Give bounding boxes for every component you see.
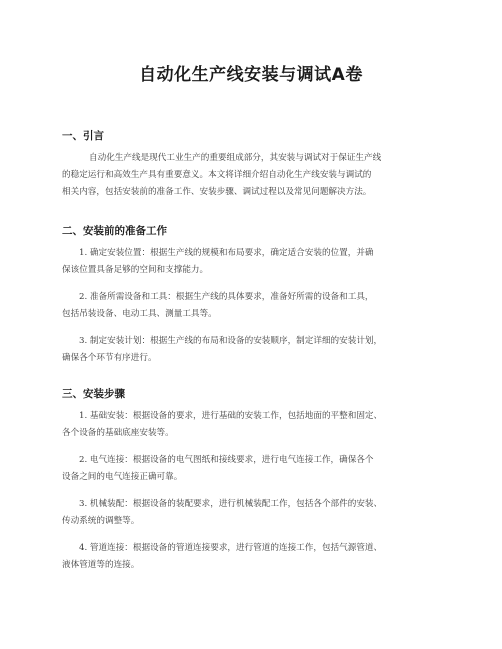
paragraph-line: 确保各个环节有序进行。 [62, 353, 157, 363]
paragraph-prep-2 [62, 289, 442, 323]
paragraph-step-4 [62, 540, 442, 574]
paragraph-intro [62, 150, 442, 201]
paragraph-line: 2. 准备所需设备和工具：根据生产线的具体要求，准备好所需的设备和工具， [79, 292, 374, 302]
paragraph-line: 各个设备的基础底座安装等。 [62, 428, 174, 438]
paragraph-line: 3. 机械装配：根据设备的装配要求，进行机械装配工作，包括各个部件的安装、 [79, 499, 383, 509]
paragraph-line: 1. 基础安装：根据设备的要求，进行基础的安装工作，包括地面的平整和固定、 [79, 411, 383, 421]
paragraph-line: 4. 管道连接：根据设备的管道连接要求，进行管道的连接工作，包括气源管道、 [79, 543, 383, 553]
paragraph-line: 自动化生产线是现代工业生产的重要组成部分，其安装与调试对于保证生产线 [89, 153, 382, 163]
section-heading-preparation: 二、安装前的准备工作 [62, 225, 167, 237]
paragraph-step-2 [62, 452, 442, 486]
paragraph-line: 相关内容，包括安装前的准备工作、安装步骤、调试过程以及常见问题解决方法。 [62, 187, 372, 197]
paragraph-step-3 [62, 496, 442, 530]
paragraph-prep-1 [62, 245, 442, 279]
paragraph-prep-3 [62, 333, 442, 367]
paragraph-line: 2. 电气连接：根据设备的电气图纸和接线要求，进行电气连接工作，确保各个 [79, 455, 374, 465]
document-title: 自动化生产线安装与调试A卷 [139, 65, 363, 85]
section-heading-install-steps: 三、安装步骤 [62, 388, 125, 400]
paragraph-line: 保该位置具备足够的空间和支撑能力。 [62, 265, 209, 275]
paragraph-step-1 [62, 408, 442, 442]
paragraph-line: 传动系统的调整等。 [62, 516, 140, 526]
paragraph-line: 设备之间的电气连接正确可靠。 [62, 472, 183, 482]
paragraph-line: 液体管道等的连接。 [62, 560, 140, 570]
paragraph-line: 3. 制定安装计划：根据生产线的布局和设备的安装顺序，制定详细的安装计划， [79, 336, 383, 346]
paragraph-line: 1. 确定安装位置：根据生产线的规模和布局要求，确定适合安装的位置，并确 [79, 248, 374, 258]
paragraph-line: 的稳定运行和高效生产具有重要意义。本文将详细介绍自动化生产线安装与调试的 [62, 170, 372, 180]
paragraph-line: 包括吊装设备、电动工具、测量工具等。 [62, 309, 217, 319]
section-heading-intro: 一、引言 [62, 130, 104, 142]
